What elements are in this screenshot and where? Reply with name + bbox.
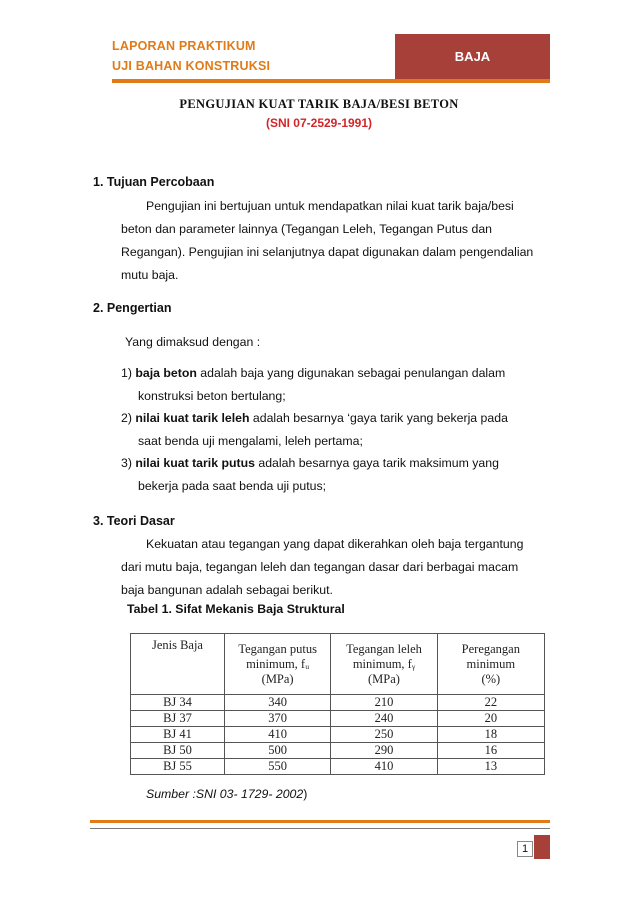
- col-tegangan-putus: Tegangan putus minimum, fᵤ (MPa): [224, 634, 330, 695]
- s1-line: mutu baja.: [121, 268, 179, 282]
- table-source: Sumber :SNI 03- 1729- 2002): [146, 787, 308, 801]
- section-2-heading: 2. Pengertian: [93, 301, 172, 315]
- spec-table: [130, 633, 545, 775]
- s1-line: Regangan). Pengujian ini selanjutnya dapat digunakan dalam pengendalian: [121, 245, 534, 259]
- table-header-row: [131, 634, 545, 695]
- term-kuat-tarik-leleh: nilai kuat tarik leleh: [135, 411, 250, 425]
- term-kuat-tarik-putus: nilai kuat tarik putus: [135, 456, 255, 470]
- section-3-heading: 3. Teori Dasar: [93, 514, 175, 528]
- table-row: BJ 50 500 290 16: [131, 743, 545, 759]
- section-2-list: [121, 362, 561, 497]
- footer-line: [90, 828, 550, 829]
- header-line-1: LAPORAN PRAKTIKUM: [112, 39, 256, 53]
- s3-line: baja bangunan adalah sebagai berikut.: [121, 583, 333, 597]
- table-row: BJ 55 550 410 13: [131, 759, 545, 775]
- page-number: 1: [517, 841, 533, 857]
- table-row: BJ 37 370 240 20: [131, 711, 545, 727]
- list-item-cont: bekerja pada saat benda uji putus;: [138, 478, 327, 493]
- col-peregangan: Peregangan minimum (%): [437, 634, 544, 695]
- header-tag: BAJA: [395, 34, 550, 79]
- section-1-heading: 1. Tujuan Percobaan: [93, 175, 215, 189]
- section-1-body: [121, 195, 552, 287]
- header-line-2: UJI BAHAN KONSTRUKSI: [112, 59, 271, 73]
- list-item-cont: saat benda uji mengalami, leleh pertama;: [138, 433, 363, 448]
- header-title: [112, 36, 270, 76]
- header-rule: [112, 79, 550, 83]
- table-row: BJ 34 340 210 22: [131, 695, 545, 711]
- page-subtitle: (SNI 07-2529-1991): [265, 116, 373, 130]
- page-number-bar: [534, 835, 550, 859]
- footer-rule: [90, 820, 550, 823]
- page-title: PENGUJIAN KUAT TARIK BAJA/BESI BETON: [179, 97, 459, 111]
- source-text: Sumber :SNI 03- 1729- 2002: [146, 787, 304, 801]
- list-item: 3) nilai kuat tarik putus adalah besarnya gaya tarik maksimum yang: [121, 456, 499, 470]
- list-item: 2) nilai kuat tarik leleh adalah besarnya ‘gaya tarik yang bekerja pada: [121, 411, 508, 425]
- term-baja-beton: baja beton: [135, 366, 197, 380]
- s1-line: Pengujian ini bertujuan untuk mendapatkan nilai kuat tarik baja/besi: [146, 199, 514, 213]
- list-item-cont: konstruksi beton bertulang;: [138, 388, 286, 403]
- section-3-body: [121, 533, 552, 602]
- spec-table-wrap: [130, 633, 545, 775]
- col-jenis-baja: Jenis Baja: [131, 634, 225, 695]
- section-2-intro: Yang dimaksud dengan :: [125, 335, 261, 349]
- list-item: 1) baja beton adalah baja yang digunakan sebagai penulangan dalam: [121, 366, 506, 380]
- col-tegangan-leleh: Tegangan leleh minimum, fᵧ (MPa): [331, 634, 437, 695]
- s3-line: Kekuatan atau tegangan yang dapat dikerahkan oleh baja tergantung: [146, 537, 524, 551]
- s3-line: dari mutu baja, tegangan leleh dan tegangan dasar dari berbagai macam: [121, 560, 519, 574]
- table-row: BJ 41 410 250 18: [131, 727, 545, 743]
- s1-line: beton dan parameter lainnya (Tegangan Leleh, Tegangan Putus dan: [121, 222, 493, 236]
- table-caption: Tabel 1. Sifat Mekanis Baja Struktural: [127, 602, 345, 616]
